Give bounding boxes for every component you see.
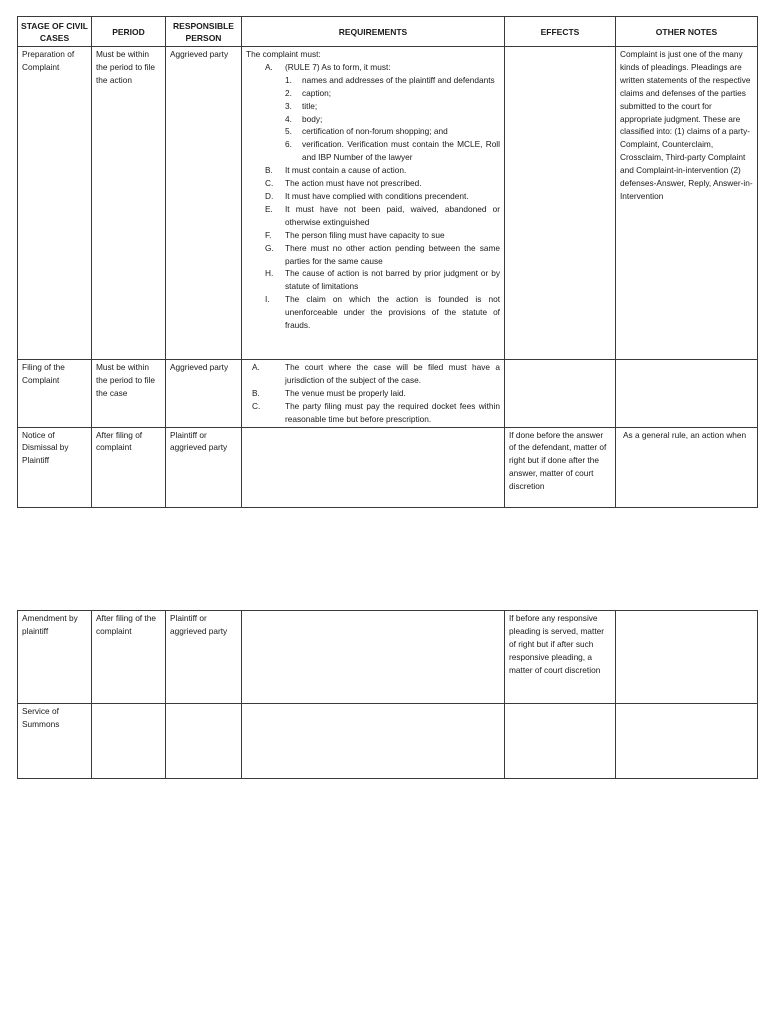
requirement-text: There must no other action pending between the same parties for the same cause	[285, 242, 500, 266]
list-marker: B.	[252, 387, 260, 398]
responsible-cell	[166, 704, 242, 779]
list-marker: A.	[265, 61, 273, 72]
requirement-text: It must contain a cause of action.	[285, 165, 407, 176]
list-marker: E.	[265, 203, 273, 214]
form-item	[285, 74, 500, 87]
table-row	[18, 427, 758, 507]
effects-cell: If done before the answer of the defendant, matter of right but if done after the answer, matter of court discretion	[505, 427, 616, 507]
list-marker: F.	[265, 229, 272, 240]
header-stage: STAGE OF CIVIL CASES	[18, 17, 92, 47]
notes-cell: As a general rule, an action when	[616, 427, 758, 507]
list-marker: B.	[265, 165, 273, 176]
effects-cell	[505, 360, 616, 428]
form-item	[285, 100, 500, 113]
header-notes: OTHER NOTES	[616, 17, 758, 47]
effects-cell	[505, 47, 616, 360]
header-effects: EFFECTS	[505, 17, 616, 47]
table-row	[18, 704, 758, 779]
effects-cell: If before any responsive pleading is served, matter of right but if after such responsive pleading, a matter of court discretion	[505, 611, 616, 704]
requirement-text: It must have complied with conditions precendent.	[285, 190, 469, 201]
table-row	[18, 360, 758, 428]
list-marker: 3.	[285, 100, 292, 111]
responsible-cell: Aggrieved party	[166, 47, 242, 360]
form-item	[285, 125, 500, 138]
requirements-list	[246, 361, 500, 426]
form-item-text: certification of non-forum shopping; and	[302, 126, 448, 137]
requirements-list	[246, 61, 500, 332]
list-marker: G.	[265, 242, 274, 253]
list-marker: 5.	[285, 126, 292, 137]
form-item	[285, 138, 500, 164]
list-marker: 1.	[285, 74, 292, 85]
list-marker: I.	[265, 294, 270, 305]
requirement-item	[246, 361, 500, 387]
effects-cell	[505, 704, 616, 779]
notes-cell: Complaint is just one of the many kinds of pleadings. Pleadings are written statements of the respective claims and defenses of the parties submitted to the court for appropriate judgment. These are classified into: (1) claims of a party-Complaint, Counterclaim, Crossclaim, Third-party Complaint and Complaint-in-intervention (2) defenses-Answer, Reply, Answer-in-Intervention	[616, 47, 758, 360]
list-marker: A.	[252, 362, 260, 372]
responsible-cell: Plaintiff or aggrieved party	[166, 427, 242, 507]
requirement-text: The person filing must have capacity to sue	[285, 229, 445, 240]
period-cell: After filing of complaint	[92, 427, 166, 507]
notes-cell	[616, 704, 758, 779]
requirement-text: The action must have not prescribed.	[285, 178, 422, 189]
form-item-text: title;	[302, 100, 318, 111]
list-marker: C.	[252, 400, 261, 411]
requirements-cell	[242, 47, 505, 360]
period-cell: Must be within the period to file the case	[92, 360, 166, 428]
requirement-text: The cause of action is not barred by prior judgment or by statute of limitations	[285, 268, 500, 292]
list-marker: 6.	[285, 139, 292, 150]
stage-cell: Service of Summons	[18, 704, 92, 779]
header-requirements: REQUIREMENTS	[242, 17, 505, 47]
stage-cell: Notice of Dismissal by Plaintiff	[18, 427, 92, 507]
form-item-text: names and addresses of the plaintiff and defendants	[302, 74, 495, 85]
requirement-item	[246, 242, 500, 268]
requirements-intro: The complaint must:	[246, 49, 321, 59]
table-row	[18, 47, 758, 360]
notes-cell	[616, 360, 758, 428]
stage-cell: Preparation of Complaint	[18, 47, 92, 360]
responsible-cell: Aggrieved party	[166, 360, 242, 428]
list-marker: C.	[265, 178, 274, 189]
requirement-item	[246, 61, 500, 164]
period-cell	[92, 704, 166, 779]
requirement-item	[246, 293, 500, 332]
requirement-item	[246, 203, 500, 229]
requirement-item	[246, 267, 500, 293]
responsible-cell: Plaintiff or aggrieved party	[166, 611, 242, 704]
header-responsible: RESPONSIBLE PERSON	[166, 17, 242, 47]
requirements-cell	[242, 611, 505, 704]
header-row	[18, 17, 758, 47]
period-cell: Must be within the period to file the action	[92, 47, 166, 360]
list-marker: 2.	[285, 87, 292, 98]
requirements-cell	[242, 360, 505, 428]
form-item-text: caption;	[302, 87, 332, 98]
requirement-text: It must have not been paid, waived, abandoned or otherwise extinguished	[285, 203, 500, 227]
requirement-text: The claim on which the action is founded is not unenforceable under the provisions of the statute of frauds.	[285, 294, 500, 331]
header-period: PERIOD	[92, 17, 166, 47]
stage-cell: Amendment by plaintiff	[18, 611, 92, 704]
requirement-item	[246, 190, 500, 203]
form-item	[285, 113, 500, 126]
requirements-cell	[242, 704, 505, 779]
requirement-item	[246, 229, 500, 242]
requirement-item	[246, 400, 500, 426]
requirement-text: The venue must be properly laid.	[285, 387, 406, 398]
table-row	[18, 611, 758, 704]
notes-cell	[616, 611, 758, 704]
requirement-text: The party filing must pay the required docket fees within reasonable time but before prescription.	[285, 400, 500, 424]
requirement-item	[246, 177, 500, 190]
civil-cases-table-continued	[17, 610, 758, 779]
requirement-text: The court where the case will be filed must have a jurisdiction of the subject of the case.	[285, 362, 500, 385]
requirement-text: (RULE 7) As to form, it must:	[285, 61, 391, 72]
list-marker: D.	[265, 190, 274, 201]
form-item-text: body;	[302, 113, 323, 124]
requirement-item	[246, 387, 500, 400]
stage-cell: Filing of the Complaint	[18, 360, 92, 428]
period-cell: After filing of the complaint	[92, 611, 166, 704]
civil-cases-table	[17, 16, 758, 508]
requirements-cell	[242, 427, 505, 507]
form-requirements-list	[285, 74, 500, 164]
form-item	[285, 87, 500, 100]
form-item-text: verification. Verification must contain the MCLE, Roll and IBP Number of the lawyer	[302, 139, 500, 163]
requirement-item	[246, 164, 500, 177]
list-marker: 4.	[285, 113, 292, 124]
list-marker: H.	[265, 268, 274, 279]
